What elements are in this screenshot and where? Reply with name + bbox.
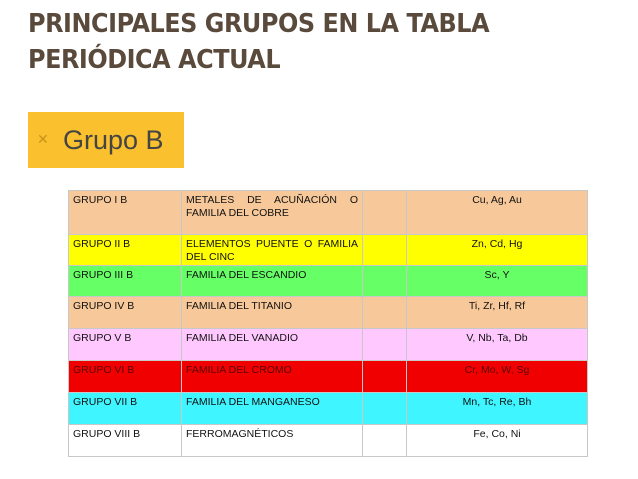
elements-cell: Ti, Zr, Hf, Rf bbox=[407, 297, 588, 329]
family-cell: FERROMAGNÉTICOS bbox=[182, 425, 363, 457]
elements-cell: Cr, Mo, W, Sg bbox=[407, 361, 588, 393]
blank-cell bbox=[363, 329, 407, 361]
blank-cell bbox=[363, 361, 407, 393]
blank-cell bbox=[363, 297, 407, 329]
bullet-text: Grupo B bbox=[63, 124, 164, 155]
group-cell: GRUPO I B bbox=[69, 191, 182, 235]
table-row bbox=[69, 425, 588, 457]
elements-cell: V, Nb, Ta, Db bbox=[407, 329, 588, 361]
table-row bbox=[69, 393, 588, 425]
bullet-item bbox=[28, 112, 184, 168]
group-cell: GRUPO VII B bbox=[69, 393, 182, 425]
group-cell: GRUPO VIII B bbox=[69, 425, 182, 457]
family-cell: METALES DE ACUÑACIÓN O FAMILIA DEL COBRE bbox=[182, 191, 363, 235]
group-cell: GRUPO V B bbox=[69, 329, 182, 361]
family-cell: FAMILIA DEL VANADIO bbox=[182, 329, 363, 361]
table-row bbox=[69, 191, 588, 235]
family-cell: ELEMENTOS PUENTE O FAMILIA DEL CINC bbox=[182, 235, 363, 266]
family-cell: FAMILIA DEL TITANIO bbox=[182, 297, 363, 329]
table-row bbox=[69, 297, 588, 329]
blank-cell bbox=[363, 425, 407, 457]
family-cell: FAMILIA DEL ESCANDIO bbox=[182, 266, 363, 297]
elements-cell: Sc, Y bbox=[407, 266, 588, 297]
elements-cell: Mn, Tc, Re, Bh bbox=[407, 393, 588, 425]
elements-cell: Cu, Ag, Au bbox=[407, 191, 588, 235]
elements-cell: Zn, Cd, Hg bbox=[407, 235, 588, 266]
blank-cell bbox=[363, 266, 407, 297]
elements-cell: Fe, Co, Ni bbox=[407, 425, 588, 457]
x-bullet-icon: ✕ bbox=[37, 132, 49, 148]
blank-cell bbox=[363, 191, 407, 235]
group-cell: GRUPO III B bbox=[69, 266, 182, 297]
table-row bbox=[69, 266, 588, 297]
group-cell: GRUPO II B bbox=[69, 235, 182, 266]
family-cell: FAMILIA DEL CROMO bbox=[182, 361, 363, 393]
groups-table bbox=[68, 190, 588, 457]
table-row bbox=[69, 329, 588, 361]
table-row bbox=[69, 361, 588, 393]
group-cell: GRUPO VI B bbox=[69, 361, 182, 393]
blank-cell bbox=[363, 393, 407, 425]
table-row bbox=[69, 235, 588, 266]
slide-title: PRINCIPALES GRUPOS EN LA TABLA PERIÓDICA ACTUAL bbox=[28, 9, 490, 75]
blank-cell bbox=[363, 235, 407, 266]
family-cell: FAMILIA DEL MANGANESO bbox=[182, 393, 363, 425]
group-cell: GRUPO IV B bbox=[69, 297, 182, 329]
